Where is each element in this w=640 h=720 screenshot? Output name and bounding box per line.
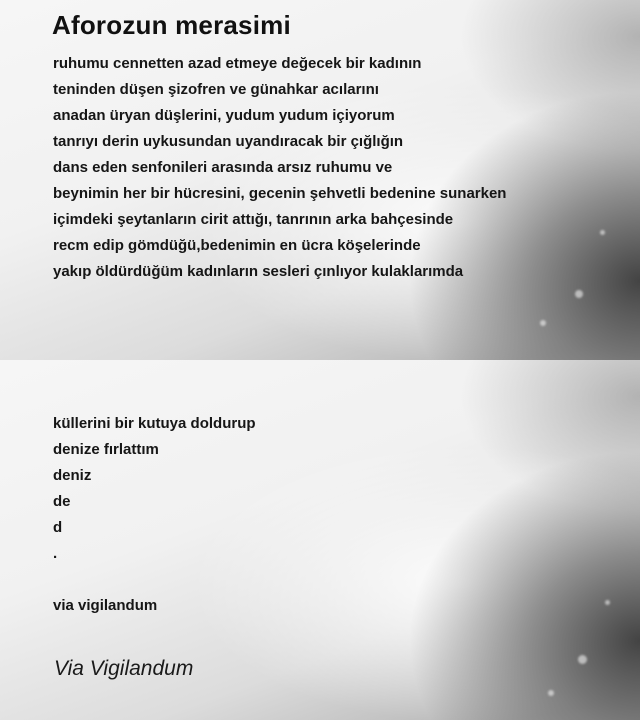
poem-line: yakıp öldürdüğüm kadınların sesleri çınlıyor kulaklarımda bbox=[53, 263, 464, 280]
poem-author: Via Vigilandum bbox=[54, 657, 194, 680]
poem-line: deniz bbox=[53, 467, 92, 484]
poem-line: küllerini bir kutuya doldurup bbox=[53, 415, 256, 432]
bokeh-light bbox=[605, 600, 610, 605]
poem-line: içimdeki şeytanların cirit attığı, tanrının arka bahçesinde bbox=[53, 211, 454, 228]
poem-line-blank bbox=[53, 567, 256, 593]
poem-line: anadan üryan düşlerini, yudum yudum içiyorum bbox=[53, 107, 395, 124]
poem-line: via vigilandum bbox=[53, 597, 158, 614]
bokeh-light bbox=[540, 320, 546, 326]
bokeh-light bbox=[548, 690, 554, 696]
poem-line: beynimin her bir hücresini, gecenin şehvetli bedenine sunarken bbox=[53, 185, 507, 202]
bokeh-light bbox=[600, 230, 605, 235]
poem-line: ruhumu cennetten azad etmeye değecek bir kadının bbox=[53, 55, 422, 72]
poem-line: de bbox=[53, 493, 71, 510]
poem-line: denize fırlattım bbox=[53, 441, 159, 458]
poem-line: recm edip gömdüğü,bedenimin en ücra köşelerinde bbox=[53, 237, 421, 254]
poem-line: tanrıyı derin uykusundan uyandıracak bir çığlığın bbox=[53, 133, 404, 150]
poem-line: d bbox=[53, 519, 63, 536]
bokeh-light bbox=[578, 655, 587, 664]
poem-line: . bbox=[53, 545, 58, 562]
poem-stanza-1 bbox=[53, 51, 506, 285]
poem-line: teninden düşen şizofren ve günahkar acılarını bbox=[53, 81, 379, 98]
poem-line: dans eden senfonileri arasında arsız ruhumu ve bbox=[53, 159, 393, 176]
poem-stanza-2 bbox=[53, 411, 256, 619]
poem-card-bottom bbox=[0, 360, 640, 720]
bokeh-light bbox=[575, 290, 583, 298]
poem-title: Aforozun merasimi bbox=[52, 10, 291, 40]
